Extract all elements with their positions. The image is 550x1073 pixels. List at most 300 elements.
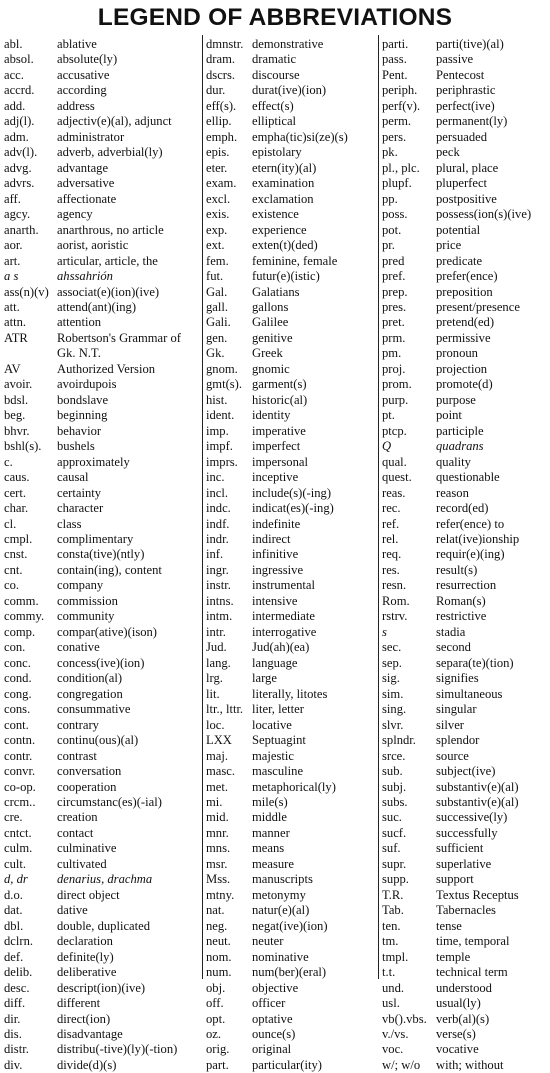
abbreviation-meaning: concess(ive)(ion): [57, 655, 145, 670]
abbreviation: absol.: [4, 52, 34, 67]
abbreviation: instr.: [206, 578, 231, 593]
abbreviation-meaning: price: [436, 238, 462, 253]
abbreviation-meaning: compar(ative)(ison): [57, 624, 158, 639]
legend-entry: [206, 83, 376, 98]
abbreviation: ATR: [4, 330, 28, 345]
legend-entry: [206, 37, 376, 52]
legend-entry: [206, 764, 376, 779]
abbreviation: maj.: [206, 748, 229, 763]
abbreviation: gmt(s).: [206, 377, 243, 392]
abbreviation: intr.: [206, 624, 226, 639]
legend-entry: [206, 161, 376, 176]
abbreviation-meaning: promote(d): [436, 377, 493, 392]
abbreviation: aff.: [4, 191, 21, 206]
legend-entry: [4, 687, 200, 702]
abbreviation-meaning: Tabernacles: [436, 903, 496, 918]
abbreviation-meaning: class: [57, 516, 82, 531]
legend-entry: [382, 68, 548, 83]
abbreviation-meaning: Galilee: [252, 315, 289, 330]
abbreviation-meaning: associat(e)(ion)(ive): [57, 284, 160, 299]
abbreviation: lrg.: [206, 671, 223, 686]
legend-entry: [206, 841, 376, 856]
abbreviation-meaning: refer(ence) to: [436, 516, 505, 531]
abbreviation-meaning: direct(ion): [57, 1011, 111, 1026]
abbreviation-meaning: garment(s): [252, 377, 307, 392]
legend-entry: [4, 780, 200, 795]
abbreviation-meaning: present/presence: [436, 299, 520, 314]
legend-entry: [382, 733, 548, 748]
legend-entry: [382, 563, 548, 578]
abbreviation: dbl.: [4, 918, 24, 933]
legend-entry: [4, 795, 200, 810]
legend-entry: [206, 517, 376, 532]
abbreviation: epis.: [206, 145, 230, 160]
abbreviation: co.: [4, 578, 20, 593]
abbreviation-meaning: liter, letter: [252, 702, 304, 717]
abbreviation-meaning: aorist, aoristic: [57, 238, 129, 253]
abbreviation-meaning: instrumental: [252, 578, 315, 593]
legend-entry: [382, 238, 548, 253]
legend-entry: [4, 1058, 200, 1073]
abbreviation: vb().vbs.: [382, 1011, 427, 1026]
legend-entry: [382, 192, 548, 207]
legend-entry: [206, 285, 376, 300]
legend-entry: [4, 176, 200, 191]
abbreviation: d, dr: [4, 872, 28, 887]
legend-entry: [382, 1058, 548, 1073]
abbreviation-meaning: neuter: [252, 934, 284, 949]
abbreviation: gall.: [206, 299, 229, 314]
abbreviation-meaning: perfect(ive): [436, 98, 495, 113]
abbreviation: resn.: [382, 578, 407, 593]
abbreviation-meaning: postpositive: [436, 191, 497, 206]
abbreviation: prep.: [382, 284, 408, 299]
abbreviation: voc.: [382, 1042, 404, 1057]
abbreviation-meaning: agency: [57, 207, 93, 222]
legend-entry: [206, 718, 376, 733]
abbreviation-meaning: empha(tic)si(ze)(s): [252, 129, 348, 144]
legend-entry: [206, 176, 376, 191]
abbreviation: perf(v).: [382, 98, 421, 113]
legend-entry: [206, 254, 376, 269]
abbreviation: opt.: [206, 1011, 226, 1026]
abbreviation: advrs.: [4, 176, 35, 191]
legend-entry: [206, 439, 376, 454]
abbreviation-meaning: infinitive: [252, 547, 299, 562]
abbreviation: ext.: [206, 238, 225, 253]
abbreviation-meaning: according: [57, 83, 107, 98]
abbreviation-meaning: questionable: [436, 470, 500, 485]
abbreviation: ten.: [382, 918, 401, 933]
abbreviation-meaning: adjectiv(e)(al), adjunct: [57, 114, 172, 129]
legend-entry: [4, 254, 200, 269]
legend-entry: [382, 1012, 548, 1027]
abbreviation: usl.: [382, 996, 400, 1011]
abbreviation-meaning: exten(t)(ded): [252, 238, 318, 253]
abbreviation-meaning: effect(s): [252, 98, 294, 113]
abbreviation-meaning: character: [57, 501, 104, 516]
abbreviation-meaning: divide(d)(s): [57, 1057, 117, 1072]
abbreviation-meaning: with; without: [436, 1057, 504, 1072]
legend-entry: [382, 269, 548, 284]
legend-entry: [382, 594, 548, 609]
abbreviation-meaning: point: [436, 408, 462, 423]
legend-entry: [206, 795, 376, 810]
legend-entry: [206, 377, 376, 392]
legend-entry: [382, 888, 548, 903]
abbreviation: c.: [4, 454, 13, 469]
abbreviation-meaning: administrator: [57, 129, 125, 144]
abbreviation-meaning: persuaded: [436, 129, 488, 144]
abbreviation-meaning: projection: [436, 361, 488, 376]
abbreviation: T.R.: [382, 887, 404, 902]
legend-entry: [206, 501, 376, 516]
legend-entry: [206, 223, 376, 238]
abbreviation: subj.: [382, 779, 407, 794]
abbreviation: desc.: [4, 980, 30, 995]
abbreviation: exp.: [206, 222, 228, 237]
abbreviation: contr.: [4, 748, 33, 763]
legend-entry: [4, 609, 200, 624]
abbreviation-meaning: declaration: [57, 934, 113, 949]
abbreviation-meaning: manner: [252, 825, 290, 840]
abbreviation: pref.: [382, 269, 406, 284]
abbreviation-meaning: parti(tive)(al): [436, 37, 504, 51]
abbreviation: perm.: [382, 114, 412, 129]
abbreviation-meaning: definite(ly): [57, 949, 114, 964]
legend-entry: [4, 377, 200, 392]
abbreviation: ltr., lttr.: [206, 702, 244, 717]
abbreviation-meaning: optative: [252, 1011, 293, 1026]
legend-entry: [4, 331, 200, 346]
legend-entry: [206, 486, 376, 501]
legend-entry: [382, 346, 548, 361]
abbreviation-meaning: circumstanc(es)(-ial): [57, 794, 162, 809]
abbreviation: contn.: [4, 733, 36, 748]
abbreviation-meaning: causal: [57, 470, 89, 485]
abbreviation-meaning: superlative: [436, 856, 492, 871]
abbreviation-meaning: participle: [436, 423, 484, 438]
legend-entry: [4, 114, 200, 129]
abbreviation: msr.: [206, 856, 228, 871]
abbreviation: bdsl.: [4, 392, 29, 407]
legend-entry: [4, 223, 200, 238]
abbreviation-meaning: attend(ant)(ing): [57, 299, 137, 314]
abbreviation-meaning: literally, litotes: [252, 686, 328, 701]
legend-entry: [206, 563, 376, 578]
abbreviation-meaning: accusative: [57, 67, 110, 82]
abbreviation-meaning: permanent(ly): [436, 114, 508, 129]
abbreviation-meaning: result(s): [436, 562, 478, 577]
legend-entry: [382, 764, 548, 779]
abbreviation: nom.: [206, 949, 232, 964]
abbreviation-meaning: inceptive: [252, 470, 299, 485]
abbreviation-meaning: successfully: [436, 825, 498, 840]
abbreviation-meaning: num(ber)(eral): [252, 965, 327, 980]
abbreviation-meaning: consummative: [57, 702, 131, 717]
abbreviation-meaning: bondslave: [57, 392, 109, 407]
abbreviation: pt.: [382, 408, 395, 423]
abbreviation-meaning: advantage: [57, 160, 109, 175]
abbreviation: ingr.: [206, 562, 229, 577]
legend-entry: [4, 455, 200, 470]
legend-entry: [206, 950, 376, 965]
legend-entry: [4, 1012, 200, 1027]
page-title: LEGEND OF ABBREVIATIONS: [97, 4, 453, 31]
legend-entry: [4, 826, 200, 841]
legend-entry: [4, 37, 200, 52]
legend-entry: [382, 470, 548, 485]
abbreviation-meaning: record(ed): [436, 501, 489, 516]
abbreviation: suc.: [382, 810, 402, 825]
legend-entry: [4, 145, 200, 160]
legend-entry: [4, 950, 200, 965]
abbreviation-meaning: gnomic: [252, 361, 290, 376]
legend-entry: [382, 687, 548, 702]
legend-entry: [382, 517, 548, 532]
legend-entry: [4, 702, 200, 717]
legend-entry: [4, 161, 200, 176]
abbreviation: pass.: [382, 52, 407, 67]
abbreviation-meaning: cooperation: [57, 779, 117, 794]
abbreviation: add.: [4, 98, 26, 113]
abbreviation-meaning: ahssahrión: [57, 269, 113, 284]
legend-entry: [382, 996, 548, 1011]
abbreviation: a s: [4, 269, 19, 284]
legend-entry: [4, 470, 200, 485]
abbreviation: sing.: [382, 702, 407, 717]
legend-entry: [382, 749, 548, 764]
abbreviation-meaning: demonstrative: [252, 37, 324, 51]
abbreviation-meaning: separa(te)(tion): [436, 655, 514, 670]
abbreviation: mns.: [206, 841, 231, 856]
abbreviation: prm.: [382, 330, 406, 345]
legend-entry: [206, 362, 376, 377]
legend-entry: [382, 656, 548, 671]
abbreviation: dclrn.: [4, 934, 34, 949]
abbreviation: eff(s).: [206, 98, 237, 113]
abbreviation: supr.: [382, 856, 407, 871]
abbreviation-meaning: absolute(ly): [57, 52, 118, 67]
abbreviation: pm.: [382, 346, 402, 361]
abbreviation: lang.: [206, 655, 231, 670]
abbreviation: bhvr.: [4, 423, 30, 438]
abbreviation: fut.: [206, 269, 224, 284]
legend-entry: [4, 408, 200, 423]
legend-entry: [206, 981, 376, 996]
abbreviation: suf.: [382, 841, 401, 856]
abbreviation-meaning: avoirdupois: [57, 377, 117, 392]
abbreviation-meaning: conversation: [57, 764, 122, 779]
legend-entry: [382, 37, 548, 52]
abbreviation-meaning: gallons: [252, 299, 289, 314]
abbreviation-meaning: usual(ly): [436, 996, 481, 1011]
legend-entry: [382, 671, 548, 686]
abbreviation: imp.: [206, 423, 229, 438]
legend-entry: [382, 826, 548, 841]
abbreviation: indf.: [206, 516, 230, 531]
abbreviation-meaning: plural, place: [436, 160, 499, 175]
abbreviation: quest.: [382, 470, 412, 485]
abbreviation: w/; w/o: [382, 1057, 421, 1072]
legend-entry: [4, 594, 200, 609]
abbreviation-meaning: culminative: [57, 841, 117, 856]
legend-entry: [206, 145, 376, 160]
legend-entry: [4, 578, 200, 593]
abbreviation: pl., plc.: [382, 160, 420, 175]
legend-entry: [382, 640, 548, 655]
abbreviation-meaning: prefer(ence): [436, 269, 498, 284]
legend-entry: [382, 99, 548, 114]
abbreviation-meaning: relat(ive)ionship: [436, 532, 520, 546]
abbreviation-meaning: address: [57, 98, 95, 113]
legend-entry: [382, 609, 548, 624]
abbreviation: lit.: [206, 686, 220, 701]
abbreviation: supp.: [382, 872, 409, 887]
abbreviation: cons.: [4, 702, 31, 717]
abbreviation-meaning: anarthrous, no article: [57, 222, 164, 237]
abbreviation: emph.: [206, 129, 238, 144]
abbreviation: diff.: [4, 996, 26, 1011]
abbreviation-meaning: splendor: [436, 733, 480, 748]
abbreviation-meaning: community: [57, 609, 115, 624]
legend-entry: [206, 857, 376, 872]
abbreviation-meaning: conative: [57, 640, 100, 655]
legend-entry: [382, 114, 548, 129]
abbreviation: div.: [4, 1057, 23, 1072]
abbreviation: delib.: [4, 965, 33, 980]
legend-entry: [382, 161, 548, 176]
abbreviation: avoir.: [4, 377, 33, 392]
abbreviation-meaning: durat(ive)(ion): [252, 83, 327, 98]
legend-entry: [206, 996, 376, 1011]
legend-entry: [382, 934, 548, 949]
abbreviation: qual.: [382, 454, 407, 469]
legend-entry: [206, 408, 376, 423]
abbreviation-meaning: periphrastic: [436, 83, 496, 98]
abbreviation: conc.: [4, 655, 31, 670]
abbreviation: fem.: [206, 253, 229, 268]
legend-entry: [206, 965, 376, 980]
abbreviation: obj.: [206, 980, 226, 995]
abbreviation-meaning: indefinite: [252, 516, 301, 531]
abbreviation: rel.: [382, 532, 399, 546]
abbreviation: pot.: [382, 222, 402, 237]
abbreviation-meaning: temple: [436, 949, 471, 964]
legend-entry: [382, 254, 548, 269]
abbreviation: imprs.: [206, 454, 238, 469]
abbreviation: ident.: [206, 408, 235, 423]
abbreviation-meaning: measure: [252, 856, 294, 871]
abbreviation: neg.: [206, 918, 228, 933]
abbreviation-meaning: cultivated: [57, 856, 107, 871]
legend-entry: [382, 981, 548, 996]
abbreviation-meaning: exclamation: [252, 191, 314, 206]
abbreviation: poss.: [382, 207, 408, 222]
abbreviation: attn.: [4, 315, 27, 330]
legend-entry: [382, 486, 548, 501]
abbreviation: res.: [382, 562, 400, 577]
legend-entry: [4, 346, 200, 361]
abbreviation: nat.: [206, 903, 225, 918]
legend-entry: [4, 903, 200, 918]
abbreviation: cnt.: [4, 562, 23, 577]
abbreviation-meaning: deliberative: [57, 965, 117, 980]
legend-entry: [206, 207, 376, 222]
abbreviation: adj(l).: [4, 114, 35, 129]
abbreviation-meaning: Septuagint: [252, 733, 306, 748]
abbreviation: sim.: [382, 686, 404, 701]
legend-entry: [382, 145, 548, 160]
abbreviation: Pent.: [382, 67, 408, 82]
abbreviation-meaning: support: [436, 872, 474, 887]
legend-entry: [206, 424, 376, 439]
abbreviation: caus.: [4, 470, 30, 485]
abbreviation-meaning: dramatic: [252, 52, 297, 67]
abbreviation: d.o.: [4, 887, 23, 902]
legend-entry: [4, 749, 200, 764]
legend-entry: [382, 424, 548, 439]
abbreviation: met.: [206, 779, 229, 794]
abbreviation-meaning: passive: [436, 52, 474, 67]
legend-entry: [382, 408, 548, 423]
abbreviation-meaning: include(s)(-ing): [252, 485, 332, 500]
abbreviation-meaning: signifies: [436, 671, 479, 686]
legend-entry: [382, 300, 548, 315]
abbreviation-meaning: dative: [57, 903, 88, 918]
abbreviation: cl.: [4, 516, 17, 531]
abbreviation: prom.: [382, 377, 412, 392]
legend-entry: [4, 718, 200, 733]
abbreviation-meaning: genitive: [252, 330, 293, 345]
abbreviation-meaning: officer: [252, 996, 286, 1011]
abbreviation-meaning: verb(al)(s): [436, 1011, 490, 1026]
legend-entry: [4, 68, 200, 83]
abbreviation: ref.: [382, 516, 400, 531]
abbreviation: s: [382, 624, 387, 639]
abbreviation-meaning: contain(ing), content: [57, 562, 162, 577]
abbreviation: pred: [382, 253, 405, 268]
legend-entry: [4, 130, 200, 145]
abbreviation-meaning: indicat(es)(-ing): [252, 501, 334, 516]
abbreviation: purp.: [382, 392, 409, 407]
abbreviation: sig.: [382, 671, 400, 686]
abbreviation-meaning: predicate: [436, 253, 483, 268]
abbreviation-meaning: contrary: [57, 717, 99, 732]
abbreviation-meaning: natur(e)(al): [252, 903, 310, 918]
abbreviation: intns.: [206, 593, 234, 608]
legend-entry: [4, 238, 200, 253]
abbreviation: intm.: [206, 609, 233, 624]
abbreviation-meaning: majestic: [252, 748, 294, 763]
abbreviation-meaning: consta(tive)(ntly): [57, 547, 145, 562]
abbreviation: Mss.: [206, 872, 231, 887]
legend-entry: [4, 857, 200, 872]
abbreviation: mtny.: [206, 887, 235, 902]
abbreviation: oz.: [206, 1027, 222, 1041]
legend-entry: [382, 718, 548, 733]
legend-entry: [4, 501, 200, 516]
legend-entry: [4, 207, 200, 222]
abbreviation: dram.: [206, 52, 236, 67]
abbreviation-meaning: metonymy: [252, 887, 306, 902]
abbreviation-meaning: stadia: [436, 624, 466, 639]
abbreviation: Gal.: [206, 284, 228, 299]
abbreviation-meaning: pretend(ed): [436, 315, 495, 330]
legend-entry: [206, 346, 376, 361]
legend-entry: [4, 764, 200, 779]
abbreviation-meaning: substantiv(e)(al): [436, 779, 519, 794]
